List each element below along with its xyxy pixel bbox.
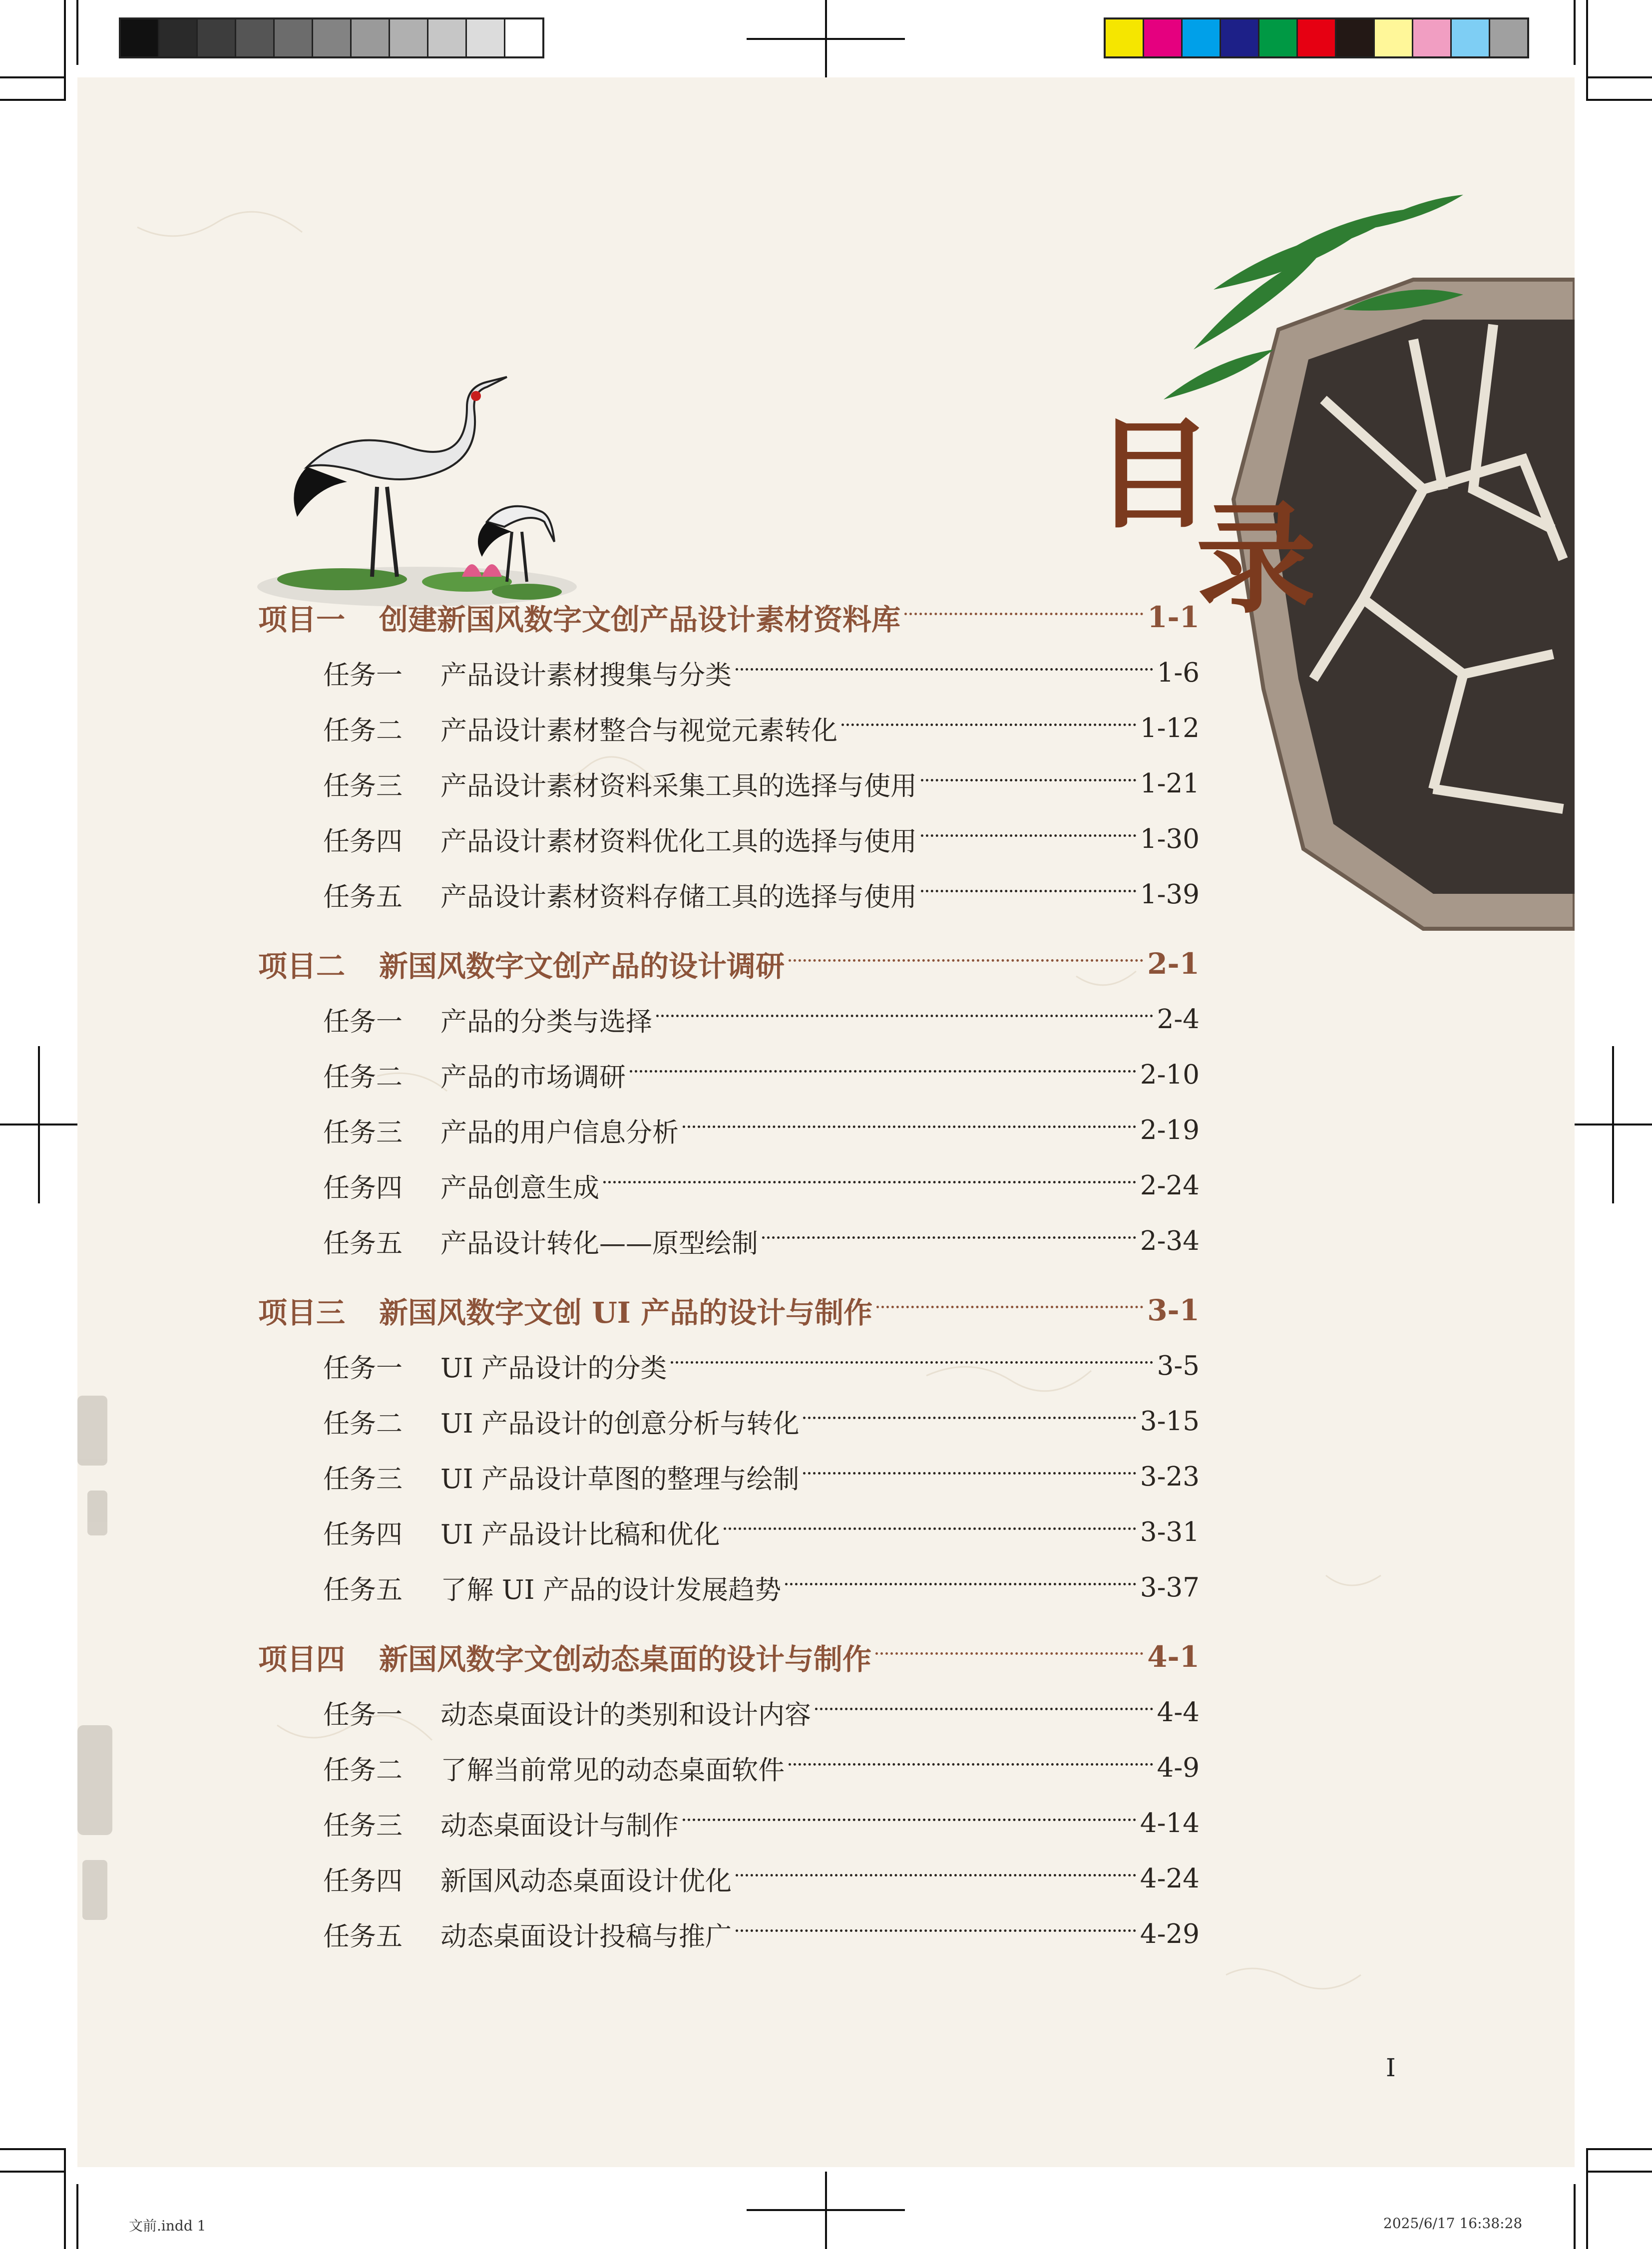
- task-title: 产品设计素材整合与视觉元素转化: [440, 715, 837, 746]
- color-swatch: [1412, 19, 1450, 56]
- page-number: 2-4: [1157, 1004, 1200, 1035]
- task-entry[interactable]: [258, 1338, 1200, 1394]
- page-number: 1-39: [1140, 879, 1200, 910]
- task-number: 任务四: [323, 1519, 403, 1550]
- page-number: 2-1: [1147, 947, 1200, 981]
- dot-leader: [904, 613, 1143, 615]
- grayscale-swatch: [121, 19, 158, 56]
- task-entry[interactable]: [258, 1158, 1200, 1213]
- dot-leader: [789, 959, 1143, 962]
- task-title: UI 产品设计比稿和优化: [440, 1519, 720, 1550]
- task-title: 动态桌面设计投稿与推广: [440, 1921, 732, 1952]
- grayscale-swatch: [235, 19, 273, 56]
- page-number: 2-19: [1140, 1115, 1200, 1145]
- project-number: 项目三: [258, 1296, 346, 1330]
- task-number: 任务二: [323, 715, 403, 746]
- grayscale-bar: [119, 17, 544, 58]
- task-entry[interactable]: [258, 1906, 1200, 1962]
- task-title: 产品创意生成: [440, 1172, 599, 1203]
- color-swatch: [1220, 19, 1258, 56]
- task-title: 了解 UI 产品的设计发展趋势: [440, 1574, 782, 1605]
- grayscale-swatch: [273, 19, 312, 56]
- toc-title-char-1: 目: [1094, 404, 1214, 545]
- grayscale-swatch: [389, 19, 427, 56]
- color-swatch: [1258, 19, 1296, 56]
- dot-leader: [921, 890, 1136, 892]
- page-number: 4-24: [1140, 1864, 1200, 1894]
- task-title: 新国风动态桌面设计优化: [440, 1866, 732, 1896]
- page-number: 3-5: [1157, 1351, 1200, 1381]
- page-number: 3-15: [1140, 1406, 1200, 1437]
- task-number: 任务三: [323, 1810, 403, 1841]
- task-number: 任务四: [323, 1866, 403, 1896]
- project-number: 项目二: [258, 949, 346, 983]
- task-number: 任务二: [323, 1408, 403, 1439]
- color-swatch: [1450, 19, 1489, 56]
- grayscale-swatch: [196, 19, 235, 56]
- page-number: 1-1: [1147, 600, 1200, 634]
- grayscale-swatch: [504, 19, 542, 56]
- dot-leader: [921, 834, 1136, 837]
- task-entry[interactable]: [258, 992, 1200, 1047]
- dot-leader: [736, 1874, 1136, 1876]
- dot-leader: [789, 1763, 1153, 1766]
- grayscale-swatch: [158, 19, 196, 56]
- task-title: 动态桌面设计与制作: [440, 1810, 679, 1841]
- color-calibration-bar: [1104, 17, 1529, 58]
- dot-leader: [762, 1236, 1136, 1239]
- table-of-contents: [258, 589, 1200, 1962]
- project-number: 项目四: [258, 1642, 346, 1676]
- task-entry[interactable]: [258, 1394, 1200, 1449]
- task-entry[interactable]: [258, 1685, 1200, 1740]
- dot-leader: [736, 1929, 1136, 1932]
- page-number: 3-23: [1140, 1462, 1200, 1492]
- project-title: 创建新国风数字文创产品设计素材资料库: [379, 603, 901, 637]
- task-number: 任务三: [323, 770, 403, 801]
- task-entry[interactable]: [258, 645, 1200, 701]
- task-number: 任务四: [323, 1172, 403, 1203]
- task-number: 任务一: [323, 1699, 403, 1730]
- dot-leader: [803, 1417, 1136, 1419]
- color-swatch: [1106, 19, 1143, 56]
- task-number: 任务三: [323, 1117, 403, 1148]
- task-number: 任务三: [323, 1464, 403, 1495]
- task-entry[interactable]: [258, 1213, 1200, 1269]
- task-entry[interactable]: [258, 1504, 1200, 1560]
- task-number: 任务一: [323, 660, 403, 691]
- dot-leader: [603, 1181, 1136, 1183]
- color-swatch: [1143, 19, 1181, 56]
- task-number: 任务一: [323, 1353, 403, 1384]
- page-number: 3-1: [1147, 1293, 1200, 1327]
- dot-leader: [630, 1070, 1136, 1073]
- project-title: 新国风数字文创 UI 产品的设计与制作: [379, 1296, 873, 1330]
- dot-leader: [875, 1652, 1143, 1655]
- grayscale-swatch: [312, 19, 350, 56]
- task-entry[interactable]: [258, 1047, 1200, 1103]
- task-entry[interactable]: [258, 811, 1200, 867]
- task-entry[interactable]: [258, 1851, 1200, 1906]
- grayscale-swatch: [427, 19, 465, 56]
- task-number: 任务五: [323, 1921, 403, 1952]
- dot-leader: [656, 1015, 1153, 1017]
- task-title: 产品设计素材资料存储工具的选择与使用: [440, 881, 917, 912]
- task-title: 产品设计素材资料采集工具的选择与使用: [440, 770, 917, 801]
- project-title: 新国风数字文创动态桌面的设计与制作: [379, 1642, 872, 1676]
- dot-leader: [876, 1306, 1143, 1308]
- page-number: 1-21: [1140, 768, 1200, 799]
- dot-leader: [921, 779, 1136, 781]
- page-number: 1-12: [1140, 713, 1200, 744]
- page-number: 4-4: [1157, 1697, 1200, 1728]
- task-title: 动态桌面设计的类别和设计内容: [440, 1699, 811, 1730]
- project-number: 项目一: [258, 603, 346, 637]
- folio-page-number: I: [1386, 2053, 1396, 2082]
- grayscale-swatch: [350, 19, 389, 56]
- task-number: 任务二: [323, 1755, 403, 1786]
- task-title: 产品设计转化——原型绘制: [440, 1228, 758, 1259]
- slug-filename: 文前.indd 1: [129, 2218, 206, 2234]
- task-number: 任务五: [323, 1228, 403, 1259]
- page-number: 2-10: [1140, 1060, 1200, 1090]
- grayscale-swatch: [465, 19, 504, 56]
- task-title: 产品设计素材资料优化工具的选择与使用: [440, 826, 917, 857]
- task-title: UI 产品设计草图的整理与绘制: [440, 1464, 800, 1495]
- task-title: 产品的市场调研: [440, 1062, 626, 1093]
- task-title: 产品的分类与选择: [440, 1006, 652, 1037]
- project-heading[interactable]: [258, 1629, 1200, 1685]
- dot-leader: [736, 668, 1153, 671]
- color-swatch: [1335, 19, 1373, 56]
- dot-leader: [803, 1472, 1136, 1475]
- page-number: 1-6: [1157, 658, 1200, 688]
- task-entry[interactable]: [258, 867, 1200, 922]
- dot-leader: [841, 724, 1136, 726]
- task-number: 任务五: [323, 1574, 403, 1605]
- task-number: 任务一: [323, 1006, 403, 1037]
- dot-leader: [671, 1361, 1153, 1364]
- color-swatch: [1296, 19, 1335, 56]
- task-number: 任务五: [323, 881, 403, 912]
- page-number: 2-24: [1140, 1170, 1200, 1201]
- page-number: 4-1: [1147, 1640, 1200, 1674]
- page-number: 3-37: [1140, 1572, 1200, 1603]
- task-entry[interactable]: [258, 701, 1200, 756]
- dot-leader: [724, 1527, 1136, 1530]
- task-entry[interactable]: [258, 1449, 1200, 1504]
- toc-title-char-2: 录: [1196, 489, 1316, 630]
- project-heading[interactable]: [258, 1282, 1200, 1338]
- page-number: 4-14: [1140, 1808, 1200, 1839]
- dot-leader: [815, 1708, 1153, 1710]
- task-number: 任务二: [323, 1062, 403, 1093]
- project-heading[interactable]: [258, 936, 1200, 992]
- task-entry[interactable]: [258, 756, 1200, 811]
- page-number: 1-30: [1140, 824, 1200, 854]
- task-entry[interactable]: [258, 1560, 1200, 1615]
- task-entry[interactable]: [258, 1796, 1200, 1851]
- project-title: 新国风数字文创产品的设计调研: [379, 949, 785, 983]
- task-title: UI 产品设计的分类: [440, 1353, 667, 1384]
- page-number: 4-9: [1157, 1753, 1200, 1783]
- task-title: 产品设计素材搜集与分类: [440, 660, 732, 691]
- slug-timestamp: 2025/6/17 16:38:28: [1383, 2215, 1523, 2232]
- page-number: 3-31: [1140, 1517, 1200, 1547]
- task-title: UI 产品设计的创意分析与转化: [440, 1408, 800, 1439]
- task-entry[interactable]: [258, 1103, 1200, 1158]
- dot-leader: [683, 1125, 1136, 1128]
- project-heading[interactable]: [258, 589, 1200, 645]
- dot-leader: [785, 1583, 1136, 1585]
- color-swatch: [1181, 19, 1220, 56]
- page-number: 4-29: [1140, 1919, 1200, 1949]
- task-title: 产品的用户信息分析: [440, 1117, 679, 1148]
- color-swatch: [1489, 19, 1527, 56]
- task-entry[interactable]: [258, 1740, 1200, 1796]
- dot-leader: [683, 1819, 1136, 1821]
- task-title: 了解当前常见的动态桌面软件: [440, 1755, 785, 1786]
- task-number: 任务四: [323, 826, 403, 857]
- color-swatch: [1373, 19, 1412, 56]
- page-number: 2-34: [1140, 1226, 1200, 1256]
